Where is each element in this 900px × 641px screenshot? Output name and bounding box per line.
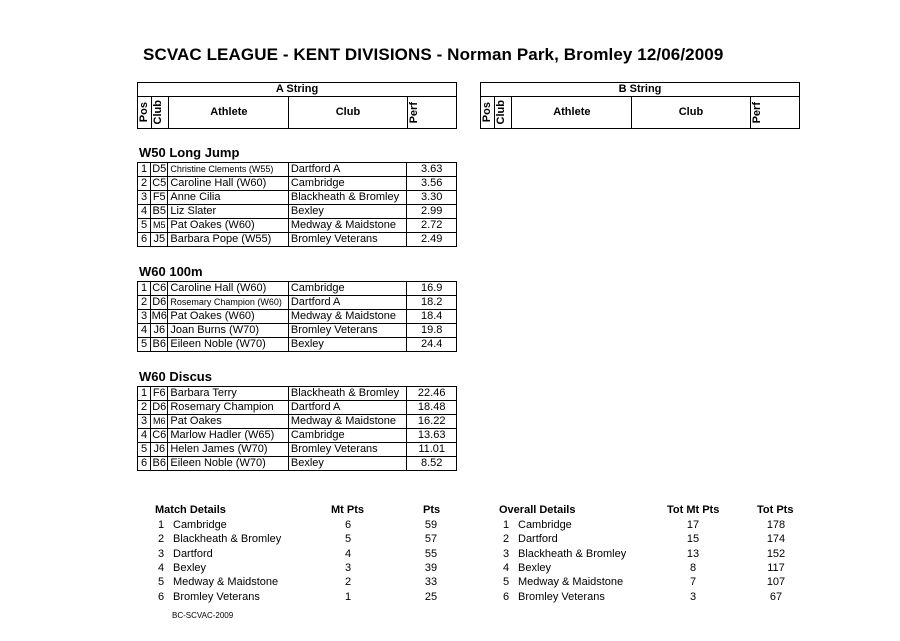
- position-cell: 5: [138, 443, 151, 457]
- perf-header: Perf: [407, 101, 420, 124]
- athlete-cell: Liz Slater: [168, 205, 289, 219]
- club-cell: Cambridge: [288, 429, 406, 443]
- summary-pts: 59: [424, 519, 438, 531]
- summary-club: Bexley: [173, 561, 207, 574]
- club-cell: Bromley Veterans: [288, 443, 406, 457]
- summary-club: Medway & Maidstone: [173, 576, 279, 589]
- pos-header: Pos: [138, 102, 150, 123]
- athlete-cell: Marlow Hadler (W65): [168, 429, 289, 443]
- summary-position: 6: [158, 590, 165, 603]
- athlete-cell: Pat Oakes: [168, 415, 289, 429]
- club-code-cell: M6: [151, 415, 168, 429]
- summary-mt-pts: 6: [344, 519, 352, 531]
- athlete-cell: Eileen Noble (W70): [168, 457, 289, 471]
- athlete-cell: Christine Clements (W55): [168, 163, 289, 177]
- b-string-header: [480, 82, 800, 129]
- summary-pts: 57: [424, 533, 438, 546]
- club-cell: Medway & Maidstone: [288, 219, 406, 233]
- club-code-cell: J6: [151, 324, 168, 338]
- position-cell: 6: [138, 457, 151, 471]
- summary-mt-pts: 1: [344, 590, 352, 603]
- perf-cell: 19.8: [407, 324, 457, 338]
- club-code-cell: J5: [151, 233, 168, 247]
- summary-position: 5: [158, 576, 165, 589]
- summary-position: 6: [503, 590, 510, 603]
- club-code-cell: M6: [151, 310, 167, 322]
- club-header: Club: [632, 97, 750, 129]
- summary-mt-pts: 7: [689, 576, 697, 589]
- club-code-cell: C5: [152, 177, 167, 189]
- summary-position: 1: [503, 519, 510, 531]
- club-code-cell: B6: [152, 457, 166, 469]
- athlete-cell: Eileen Noble (W70): [168, 338, 289, 352]
- club-cell: Bexley: [288, 338, 406, 352]
- table-row: [138, 296, 457, 310]
- perf-cell: 3.56: [407, 177, 457, 191]
- summary-position: 1: [158, 519, 165, 531]
- summary-pts: 152: [766, 547, 786, 560]
- event-title: W50 Long Jump: [139, 145, 240, 160]
- b-string-label: B String: [481, 83, 800, 97]
- perf-cell: 8.52: [407, 457, 457, 471]
- athlete-cell: Rosemary Champion: [168, 401, 289, 415]
- athlete-header: Athlete: [512, 97, 632, 129]
- summary-mt-pts: 2: [344, 576, 352, 589]
- position-cell: 4: [138, 429, 151, 443]
- mt-pts-heading: Mt Pts: [331, 504, 364, 516]
- club-code-cell: F6: [151, 387, 168, 401]
- position-cell: 5: [138, 338, 151, 352]
- athlete-cell: Caroline Hall (W60): [168, 177, 289, 191]
- perf-cell: 3.63: [407, 163, 457, 177]
- perf-cell: 2.49: [407, 233, 457, 247]
- perf-cell: 24.4: [407, 338, 457, 352]
- table-row: [138, 443, 457, 457]
- match-details-heading: Match Details: [155, 504, 226, 516]
- table-row: [138, 163, 457, 177]
- club-cell: Blackheath & Bromley: [288, 387, 406, 401]
- summary-club: Bromley Veterans: [518, 590, 605, 603]
- summary-mt-pts: 8: [689, 561, 697, 574]
- table-row: [138, 415, 457, 429]
- table-row: [138, 387, 457, 401]
- athlete-cell: Joan Burns (W70): [168, 324, 289, 338]
- club-code-header: Club: [152, 100, 165, 125]
- summary-pts: 67: [769, 590, 783, 603]
- summary-mt-pts: 17: [686, 519, 700, 531]
- event-table: [137, 386, 457, 471]
- summary-mt-pts: 3: [689, 590, 697, 603]
- perf-cell: 3.30: [407, 191, 457, 205]
- club-code-cell: C6: [152, 282, 167, 294]
- club-cell: Blackheath & Bromley: [288, 191, 406, 205]
- summary-club: Cambridge: [518, 519, 572, 531]
- table-row: [138, 429, 457, 443]
- perf-header: Perf: [750, 101, 763, 124]
- club-code-cell: M5: [151, 219, 168, 233]
- overall-details-heading: Overall Details: [499, 504, 576, 516]
- tot-pts-heading: Tot Pts: [757, 504, 794, 516]
- table-row: [138, 177, 457, 191]
- table-row: [138, 205, 457, 219]
- summary-mt-pts: 13: [686, 547, 700, 560]
- club-code-cell: D5: [152, 163, 167, 175]
- summary-pts: 25: [424, 590, 438, 603]
- tot-mt-pts-heading: Tot Mt Pts: [667, 504, 720, 516]
- club-cell: Dartford A: [288, 296, 406, 310]
- table-row: [138, 191, 457, 205]
- table-row: [138, 282, 457, 296]
- page-title: SCVAC LEAGUE - KENT DIVISIONS - Norman Park, Bromley 12/06/2009: [143, 45, 724, 64]
- club-cell: Cambridge: [288, 282, 406, 296]
- pos-header: Pos: [481, 102, 493, 123]
- summary-club: Dartford: [518, 533, 558, 546]
- a-string-header: [137, 82, 457, 129]
- perf-cell: 18.48: [407, 401, 457, 415]
- position-cell: 3: [138, 310, 151, 324]
- perf-cell: 22.46: [407, 387, 457, 401]
- summary-club: Bromley Veterans: [173, 590, 260, 603]
- summary-club: Bexley: [518, 561, 552, 574]
- club-code-cell: F5: [151, 191, 168, 205]
- athlete-cell: Barbara Terry: [168, 387, 289, 401]
- position-cell: 2: [138, 401, 151, 415]
- table-row: [138, 233, 457, 247]
- summary-pts: 33: [424, 576, 438, 589]
- athlete-cell: Barbara Pope (W55): [168, 233, 289, 247]
- event-title: W60 100m: [139, 264, 203, 279]
- perf-cell: 13.63: [407, 429, 457, 443]
- perf-cell: 11.01: [407, 443, 457, 457]
- summary-mt-pts: 5: [344, 533, 352, 546]
- table-row: [138, 338, 457, 352]
- athlete-cell: Pat Oakes (W60): [168, 219, 289, 233]
- club-cell: Medway & Maidstone: [288, 310, 406, 324]
- perf-cell: 18.4: [407, 310, 457, 324]
- club-code-cell: J6: [151, 443, 168, 457]
- summary-pts: 107: [766, 576, 786, 589]
- perf-cell: 2.99: [407, 205, 457, 219]
- summary-position: 2: [503, 533, 510, 546]
- event-table: [137, 281, 457, 352]
- table-row: [138, 457, 457, 471]
- club-cell: Dartford A: [288, 163, 406, 177]
- position-cell: 3: [138, 191, 151, 205]
- footer-code: BC-SCVAC-2009: [172, 611, 234, 620]
- summary-club: Dartford: [173, 547, 213, 560]
- summary-position: 4: [503, 561, 510, 574]
- summary-position: 2: [158, 533, 165, 546]
- club-code-cell: D6: [152, 401, 167, 413]
- athlete-cell: Anne Cilia: [168, 191, 289, 205]
- summary-pts: 39: [424, 561, 438, 574]
- club-code-header: Club: [495, 100, 508, 125]
- club-cell: Cambridge: [288, 177, 406, 191]
- summary-position: 3: [503, 547, 510, 560]
- athlete-header: Athlete: [169, 97, 289, 129]
- summary-club: Blackheath & Bromley: [173, 533, 282, 546]
- event-title: W60 Discus: [139, 369, 212, 384]
- summary-club: Medway & Maidstone: [518, 576, 624, 589]
- position-cell: 4: [138, 324, 151, 338]
- table-row: [138, 310, 457, 324]
- club-header: Club: [289, 97, 407, 129]
- table-row: [138, 324, 457, 338]
- club-code-cell: B5: [152, 205, 166, 217]
- position-cell: 2: [138, 296, 151, 310]
- athlete-cell: Helen James (W70): [168, 443, 289, 457]
- club-cell: Medway & Maidstone: [288, 415, 406, 429]
- table-row: [138, 401, 457, 415]
- position-cell: 4: [138, 205, 151, 219]
- athlete-cell: Caroline Hall (W60): [168, 282, 289, 296]
- position-cell: 2: [138, 177, 151, 191]
- summary-position: 5: [503, 576, 510, 589]
- athlete-cell: Pat Oakes (W60): [168, 310, 289, 324]
- summary-mt-pts: 4: [344, 547, 352, 560]
- position-cell: 1: [138, 163, 151, 177]
- summary-club: Blackheath & Bromley: [518, 547, 627, 560]
- club-cell: Bexley: [288, 205, 406, 219]
- club-cell: Bexley: [288, 457, 406, 471]
- perf-cell: 2.72: [407, 219, 457, 233]
- event-table: [137, 162, 457, 247]
- club-cell: Bromley Veterans: [288, 233, 406, 247]
- position-cell: 1: [138, 282, 151, 296]
- club-cell: Dartford A: [288, 401, 406, 415]
- club-code-cell: C6: [152, 429, 167, 441]
- athlete-cell: Rosemary Champion (W60): [168, 296, 289, 310]
- perf-cell: 16.9: [407, 282, 457, 296]
- summary-club: Cambridge: [173, 519, 227, 531]
- summary-position: 3: [158, 547, 165, 560]
- position-cell: 6: [138, 233, 151, 247]
- perf-cell: 16.22: [407, 415, 457, 429]
- perf-cell: 18.2: [407, 296, 457, 310]
- summary-mt-pts: 3: [344, 561, 352, 574]
- a-string-label: A String: [138, 83, 457, 97]
- summary-mt-pts: 15: [686, 533, 700, 546]
- summary-pts: 55: [424, 547, 438, 560]
- position-cell: 3: [138, 415, 151, 429]
- summary-pts: 178: [766, 519, 786, 531]
- summary-position: 4: [158, 561, 165, 574]
- summary-pts: 117: [767, 561, 785, 574]
- club-code-cell: D6: [152, 296, 167, 308]
- club-cell: Bromley Veterans: [288, 324, 406, 338]
- position-cell: 5: [138, 219, 151, 233]
- club-code-cell: B6: [152, 338, 166, 350]
- table-row: [138, 219, 457, 233]
- summary-pts: 174: [766, 533, 786, 546]
- pts-heading: Pts: [423, 504, 441, 516]
- position-cell: 1: [138, 387, 151, 401]
